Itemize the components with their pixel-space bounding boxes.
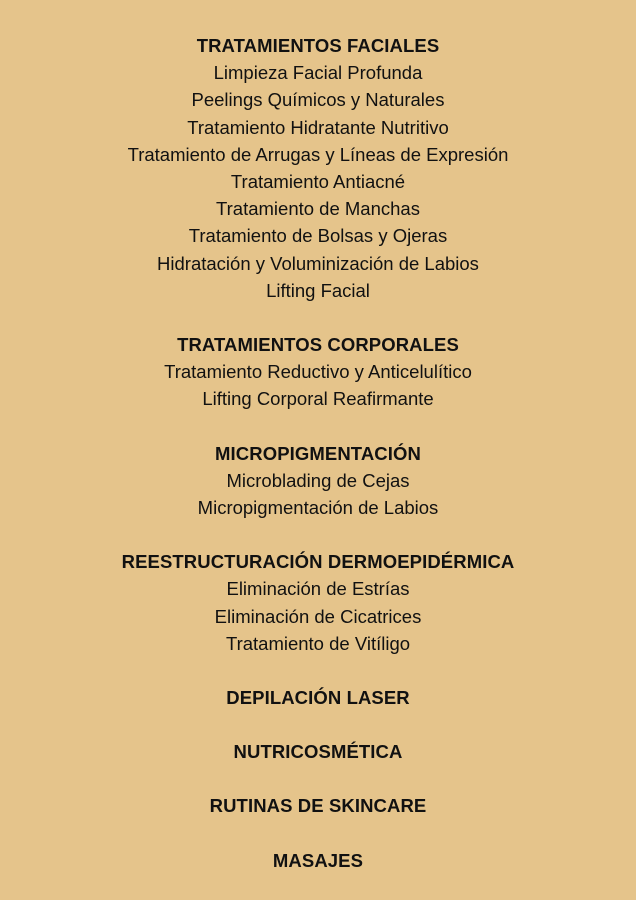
section-heading: DEPILACIÓN LASER (226, 687, 410, 709)
service-list (0, 575, 636, 657)
section-nutricosmetica (0, 738, 636, 765)
section-heading: MICROPIGMENTACIÓN (215, 442, 421, 464)
service-item: Lifting Corporal Reafirmante (202, 388, 434, 410)
service-item: Tratamiento de Manchas (216, 198, 420, 220)
service-item: Tratamiento de Vitíligo (225, 632, 411, 654)
service-item: Eliminación de Estrías (226, 578, 410, 600)
service-item: Tratamiento de Bolsas y Ojeras (188, 225, 448, 247)
service-list (0, 358, 636, 412)
service-item: Peelings Químicos y Naturales (191, 89, 445, 111)
section-tratamientos-faciales (0, 32, 636, 304)
service-list (0, 467, 636, 521)
service-item: Lifting Facial (266, 279, 370, 301)
service-item: Tratamiento Antiacné (230, 171, 406, 193)
section-heading: REESTRUCTURACIÓN DERMOEPIDÉRMICA (121, 551, 515, 573)
section-tratamientos-corporales (0, 331, 636, 413)
section-rutinas-de-skincare (0, 792, 636, 819)
section-heading: MASAJES (272, 849, 364, 871)
section-heading: RUTINAS DE SKINCARE (209, 795, 427, 817)
service-item: Hidratación y Voluminización de Labios (157, 252, 479, 274)
service-item: Tratamiento de Arrugas y Líneas de Expresión (127, 143, 509, 165)
section-heading: TRATAMIENTOS FACIALES (196, 35, 440, 56)
section-heading: TRATAMIENTOS CORPORALES (177, 334, 459, 356)
service-item: Microblading de Cejas (226, 469, 410, 491)
service-item: Tratamiento Reductivo y Anticelulítico (164, 361, 472, 383)
section-masajes (0, 847, 636, 874)
service-item: Eliminación de Cicatrices (214, 605, 422, 627)
service-item: Tratamiento Hidratante Nutritivo (187, 116, 449, 138)
section-reestructuracion-dermoepidermica (0, 548, 636, 657)
section-heading: NUTRICOSMÉTICA (233, 741, 403, 763)
section-depilacion-laser (0, 684, 636, 711)
service-list (0, 59, 636, 304)
section-micropigmentacion (0, 440, 636, 522)
service-item: Micropigmentación de Labios (197, 497, 439, 519)
service-item: Limpieza Facial Profunda (213, 62, 423, 84)
